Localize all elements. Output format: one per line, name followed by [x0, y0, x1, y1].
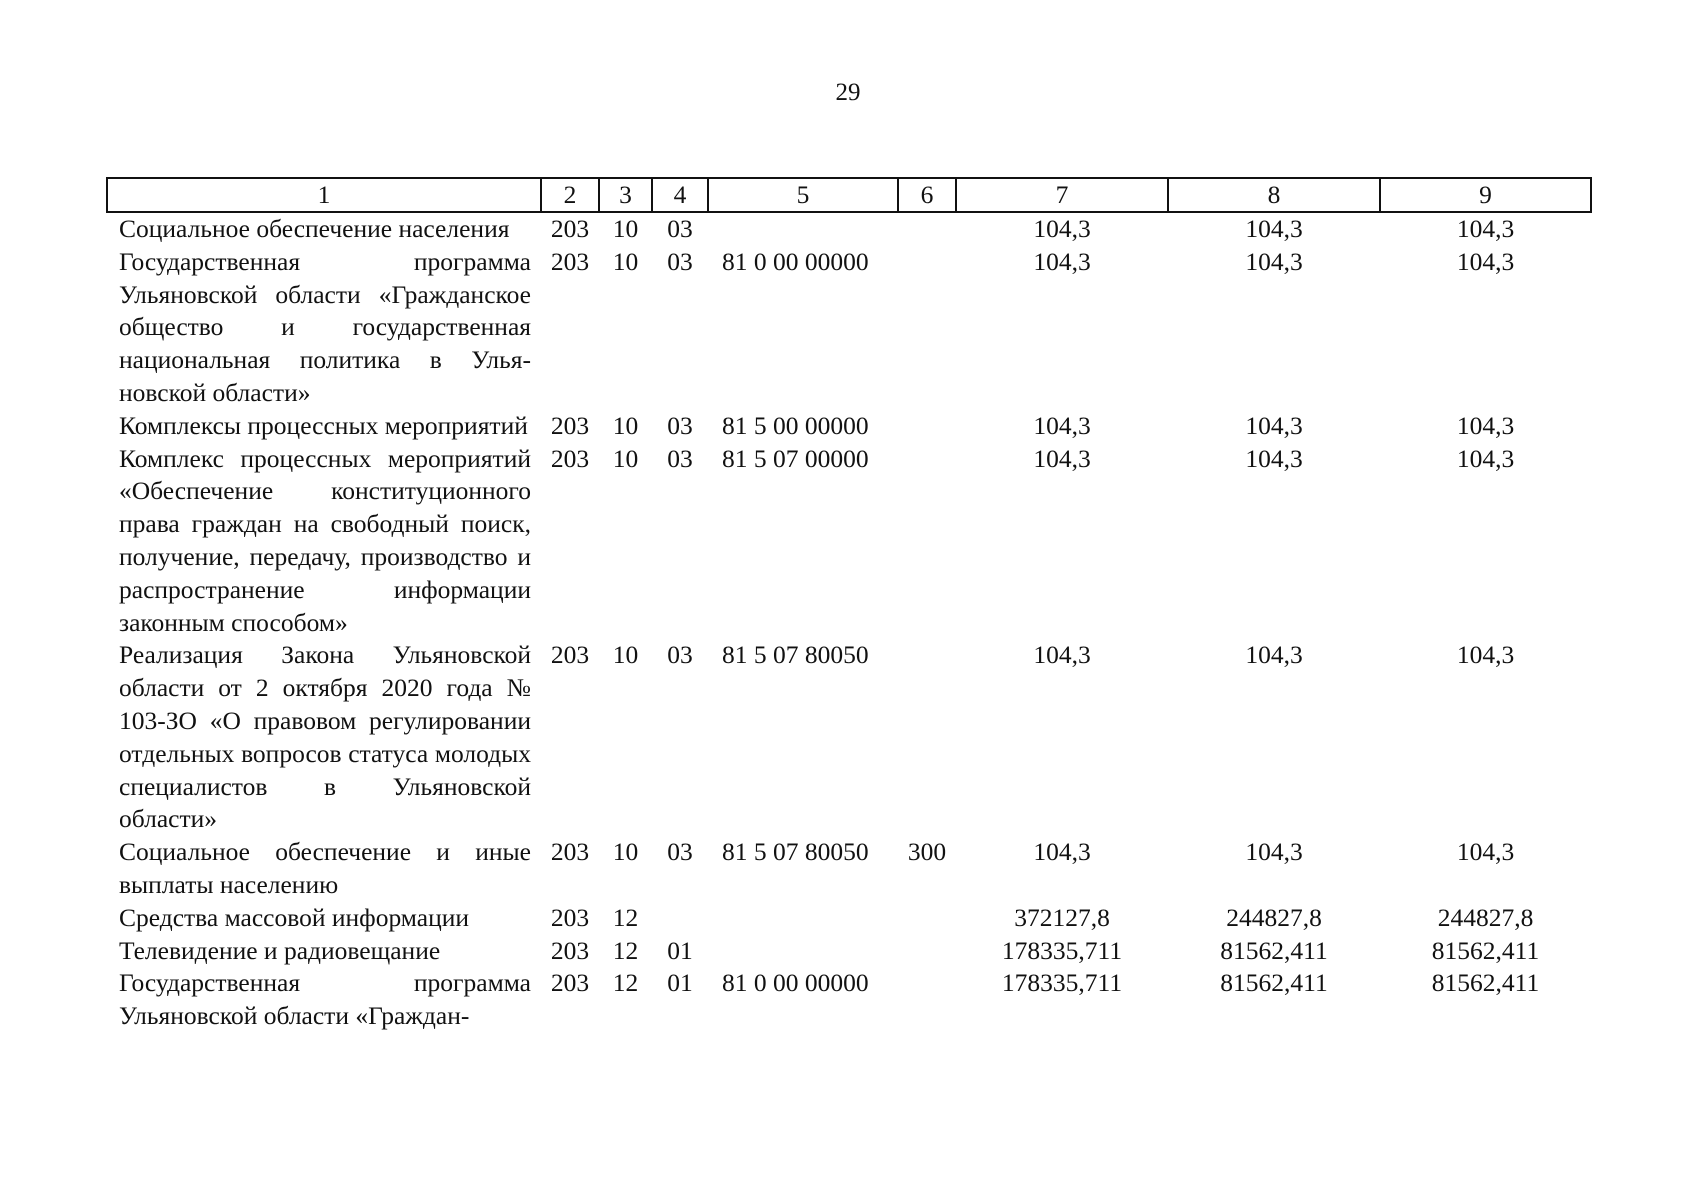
cell-col-9: 104,3: [1456, 246, 1515, 276]
cell-col-3: 10: [612, 640, 639, 670]
cell-col-9: 81562,411: [1431, 935, 1540, 965]
cell-col-9: 81562,411: [1431, 968, 1540, 998]
cell-col-2: 203: [550, 214, 590, 243]
cell-col-4: 03: [667, 246, 693, 276]
cell-col-2: 203: [550, 410, 590, 440]
cell-col-6: [898, 212, 956, 246]
cell-col-6: [898, 639, 956, 836]
cell-col-9: 104,3: [1456, 214, 1515, 243]
cell-col-8: 104,3: [1245, 837, 1303, 867]
cell-col-5: 81 5 07 80050: [722, 837, 869, 867]
cell-col-3: 10: [612, 214, 639, 243]
cell-col-2: 203: [550, 443, 590, 473]
cell-col-4: 03: [667, 640, 693, 670]
cell-col-4: 01: [667, 935, 693, 965]
cell-col-2: 203: [550, 902, 590, 932]
cell-col-2: 203: [550, 640, 590, 670]
row-name: Государственная программа Ульяновской области «Гражданское общество и государственная национальная политика в Ульяновской области»: [119, 246, 531, 407]
cell-col-2: 203: [550, 935, 590, 965]
cell-col-7: 104,3: [1033, 246, 1091, 276]
cell-col-5: 81 5 07 80050: [722, 640, 869, 670]
cell-col-8: 81562,411: [1220, 968, 1328, 998]
cell-col-9: 104,3: [1456, 443, 1515, 473]
header-row: [107, 178, 1591, 212]
cell-col-7: 104,3: [1033, 410, 1091, 440]
cell-col-6: [898, 935, 956, 968]
cell-col-2: 203: [550, 837, 590, 867]
table-row: [107, 935, 1591, 968]
cell-col-8: 104,3: [1245, 640, 1303, 670]
cell-col-5: [708, 902, 898, 935]
cell-col-4: 03: [667, 214, 693, 243]
cell-col-6: [898, 410, 956, 443]
column-header-2: 2: [541, 178, 599, 212]
table-row: [107, 836, 1591, 902]
column-header-7: 7: [956, 178, 1168, 212]
column-header-3: 3: [599, 178, 652, 212]
cell-col-5: [708, 212, 898, 246]
row-name: Комплексы процессных мероприятий: [119, 410, 528, 440]
cell-col-3: 12: [612, 968, 639, 998]
cell-col-5: [708, 935, 898, 968]
table-row: [107, 410, 1591, 443]
cell-col-5: 81 5 00 00000: [722, 410, 869, 440]
cell-col-4: 03: [667, 837, 693, 867]
cell-col-6: [898, 246, 956, 410]
cell-col-7: 372127,8: [1014, 902, 1110, 932]
row-name: Средства массовой информации: [119, 902, 470, 932]
cell-col-8: 104,3: [1245, 246, 1303, 276]
column-header-4: 4: [652, 178, 708, 212]
cell-col-8: 104,3: [1245, 214, 1303, 243]
cell-col-7: 104,3: [1033, 640, 1091, 670]
cell-col-6: [898, 443, 956, 640]
cell-col-8: 104,3: [1245, 443, 1303, 473]
cell-col-7: 178335,711: [1001, 968, 1123, 998]
cell-col-6: [898, 967, 956, 1033]
cell-col-4: 03: [667, 443, 693, 473]
cell-col-4: 03: [667, 410, 693, 440]
cell-col-3: 12: [612, 902, 639, 932]
cell-col-7: 104,3: [1033, 443, 1091, 473]
table-row: [107, 212, 1591, 246]
cell-col-7: 178335,711: [1001, 935, 1123, 965]
row-name: Социальное обеспечение населения: [119, 214, 510, 243]
cell-col-2: 203: [550, 246, 590, 276]
row-name: Социальное обеспечение и иные выплаты населению: [119, 837, 531, 899]
cell-col-9: 104,3: [1456, 837, 1515, 867]
cell-col-3: 10: [612, 443, 639, 473]
cell-col-3: 10: [612, 246, 639, 276]
cell-col-5: 81 5 07 00000: [722, 443, 869, 473]
table-row: [107, 246, 1591, 410]
cell-col-9: 104,3: [1456, 410, 1515, 440]
table-row: [107, 967, 1591, 1033]
row-name: Телевидение и радиовещание: [119, 935, 441, 965]
row-name: Государственная программа Ульяновской области «Граждан-: [119, 968, 531, 1031]
cell-col-8: 244827,8: [1226, 902, 1322, 932]
cell-col-4: [652, 902, 708, 935]
column-header-1: 1: [107, 178, 541, 212]
cell-col-5: 81 0 00 00000: [722, 246, 869, 276]
column-header-5: 5: [708, 178, 898, 212]
budget-table: [106, 177, 1592, 1033]
cell-col-3: 10: [612, 410, 639, 440]
table-row: [107, 443, 1591, 640]
cell-col-3: 10: [612, 837, 639, 867]
table-row: [107, 902, 1591, 935]
cell-col-5: 81 0 00 00000: [722, 968, 869, 998]
cell-col-7: 104,3: [1033, 837, 1091, 867]
column-header-8: 8: [1168, 178, 1380, 212]
row-name: Реализация Закона Ульяновской области от 2 октября 2020 года № 103-ЗО «О правовом регулировании отдельных вопросов статуса молодых специалистов в Ульяновской области»: [119, 640, 531, 834]
cell-col-4: 01: [667, 968, 693, 998]
cell-col-3: 12: [612, 935, 639, 965]
table-row: [107, 639, 1591, 836]
cell-col-6: 300: [907, 837, 947, 867]
cell-col-8: 81562,411: [1220, 935, 1328, 965]
cell-col-2: 203: [550, 968, 590, 998]
row-name: Комплекс процессных мероприятий «Обеспечение конституционного права граждан на свободный поиск, получение, передачу, производство и распространение информации законным способом»: [119, 443, 531, 637]
page-number: 29: [835, 79, 861, 106]
cell-col-9: 244827,8: [1437, 902, 1534, 932]
column-header-6: 6: [898, 178, 956, 212]
cell-col-7: 104,3: [1033, 214, 1091, 243]
cell-col-6: [898, 902, 956, 935]
cell-col-9: 104,3: [1456, 640, 1515, 670]
cell-col-8: 104,3: [1245, 410, 1303, 440]
column-header-9: 9: [1380, 178, 1591, 212]
